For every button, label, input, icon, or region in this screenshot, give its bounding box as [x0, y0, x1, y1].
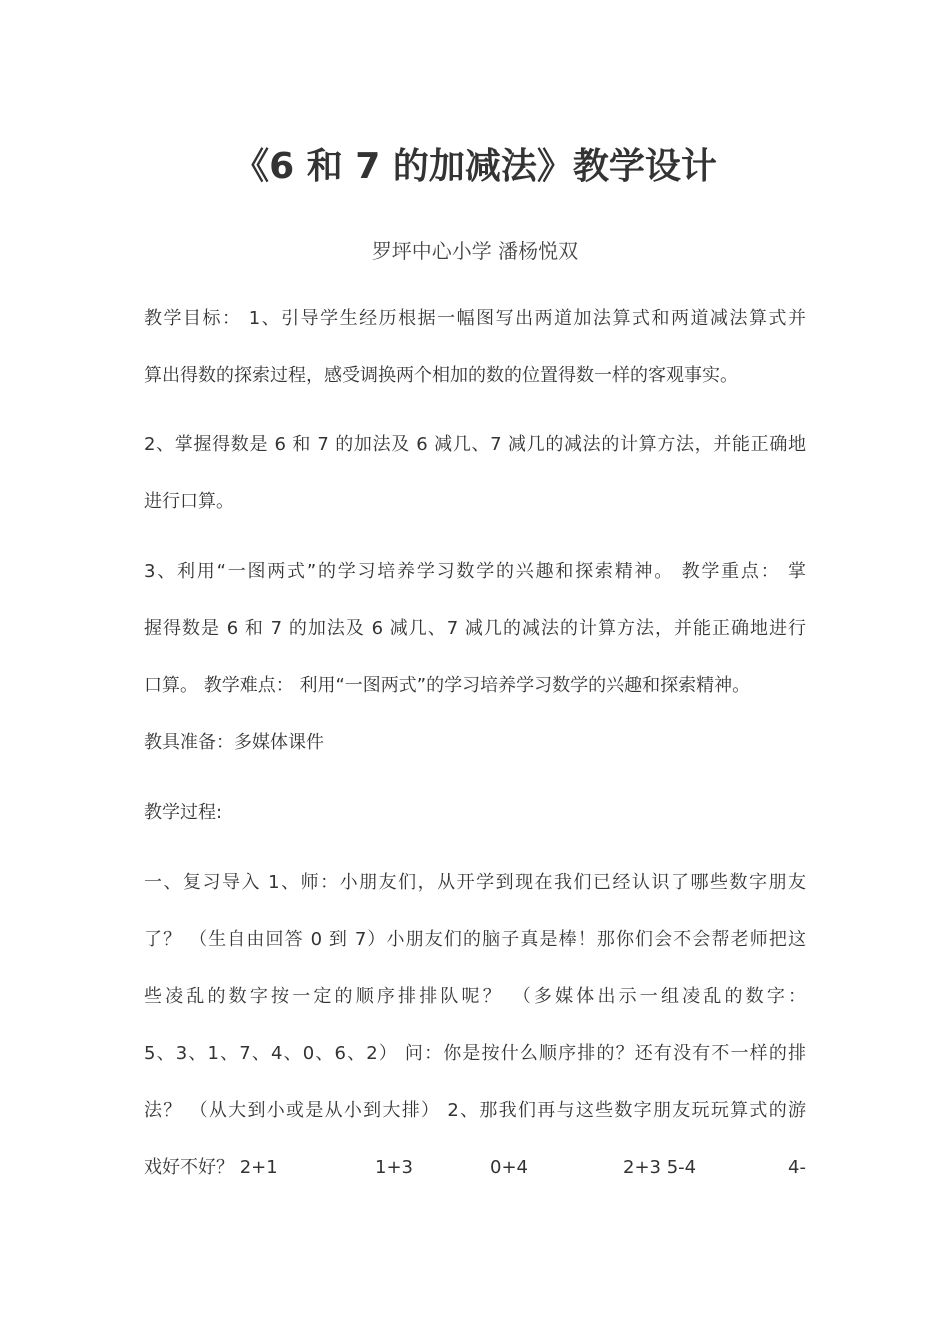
document-author: 罗坪中心小学 潘杨悦双: [371, 239, 579, 263]
body-line-11: 了？ （生自由回答 0 到 7）小朋友们的脑子真是棒！那你们会不会帮老师把这: [144, 929, 806, 950]
body-line-3: 2、掌握得数是 6 和 7 的加法及 6 减几、7 减几的减法的计算方法，并能正确地: [144, 434, 806, 455]
body-line-8: 教具准备：多媒体课件: [144, 732, 324, 753]
body-line-2: 算出得数的探索过程，感受调换两个相加的数的位置得数一样的客观事实。: [144, 365, 738, 386]
last-line-prefix: 戏好不好？ 2+1: [144, 1157, 278, 1178]
document-title: 《6 和 7 的加减法》教学设计: [233, 146, 717, 187]
body-line-7: 口算。 教学难点： 利用“一图两式”的学习培养学习数学的兴趣和探索精神。: [144, 675, 751, 696]
body-line-1: 教学目标： 1、引导学生经历根据一幅图写出两道加法算式和两道减法算式并: [144, 308, 806, 329]
equation-0-plus-4: 0+4: [490, 1157, 528, 1178]
equation-1-plus-3: 1+3: [375, 1157, 413, 1178]
body-line-5: 3、利用“一图两式”的学习培养学习数学的兴趣和探索精神。 教学重点： 掌: [144, 561, 806, 582]
body-line-9: 教学过程:: [144, 802, 223, 823]
equation-2-plus-3-5-minus-4: 2+3 5-4: [623, 1157, 697, 1178]
body-line-6: 握得数是 6 和 7 的加法及 6 减几、7 减几的减法的计算方法，并能正确地进行: [144, 618, 806, 639]
body-line-12: 些凌乱的数字按一定的顺序排排队呢？ （多媒体出示一组凌乱的数字：: [144, 986, 806, 1007]
equation-4-minus: 4-: [788, 1157, 806, 1178]
body-line-14: 法？ （从大到小或是从小到大排） 2、那我们再与这些数字朋友玩玩算式的游: [144, 1100, 806, 1121]
body-line-4: 进行口算。: [144, 491, 234, 512]
body-line-10: 一、复习导入 1、师：小朋友们，从开学到现在我们已经认识了哪些数字朋友: [144, 872, 806, 893]
body-line-13: 5、3、1、7、4、0、6、2） 问：你是按什么顺序排的？还有没有不一样的排: [144, 1043, 806, 1064]
